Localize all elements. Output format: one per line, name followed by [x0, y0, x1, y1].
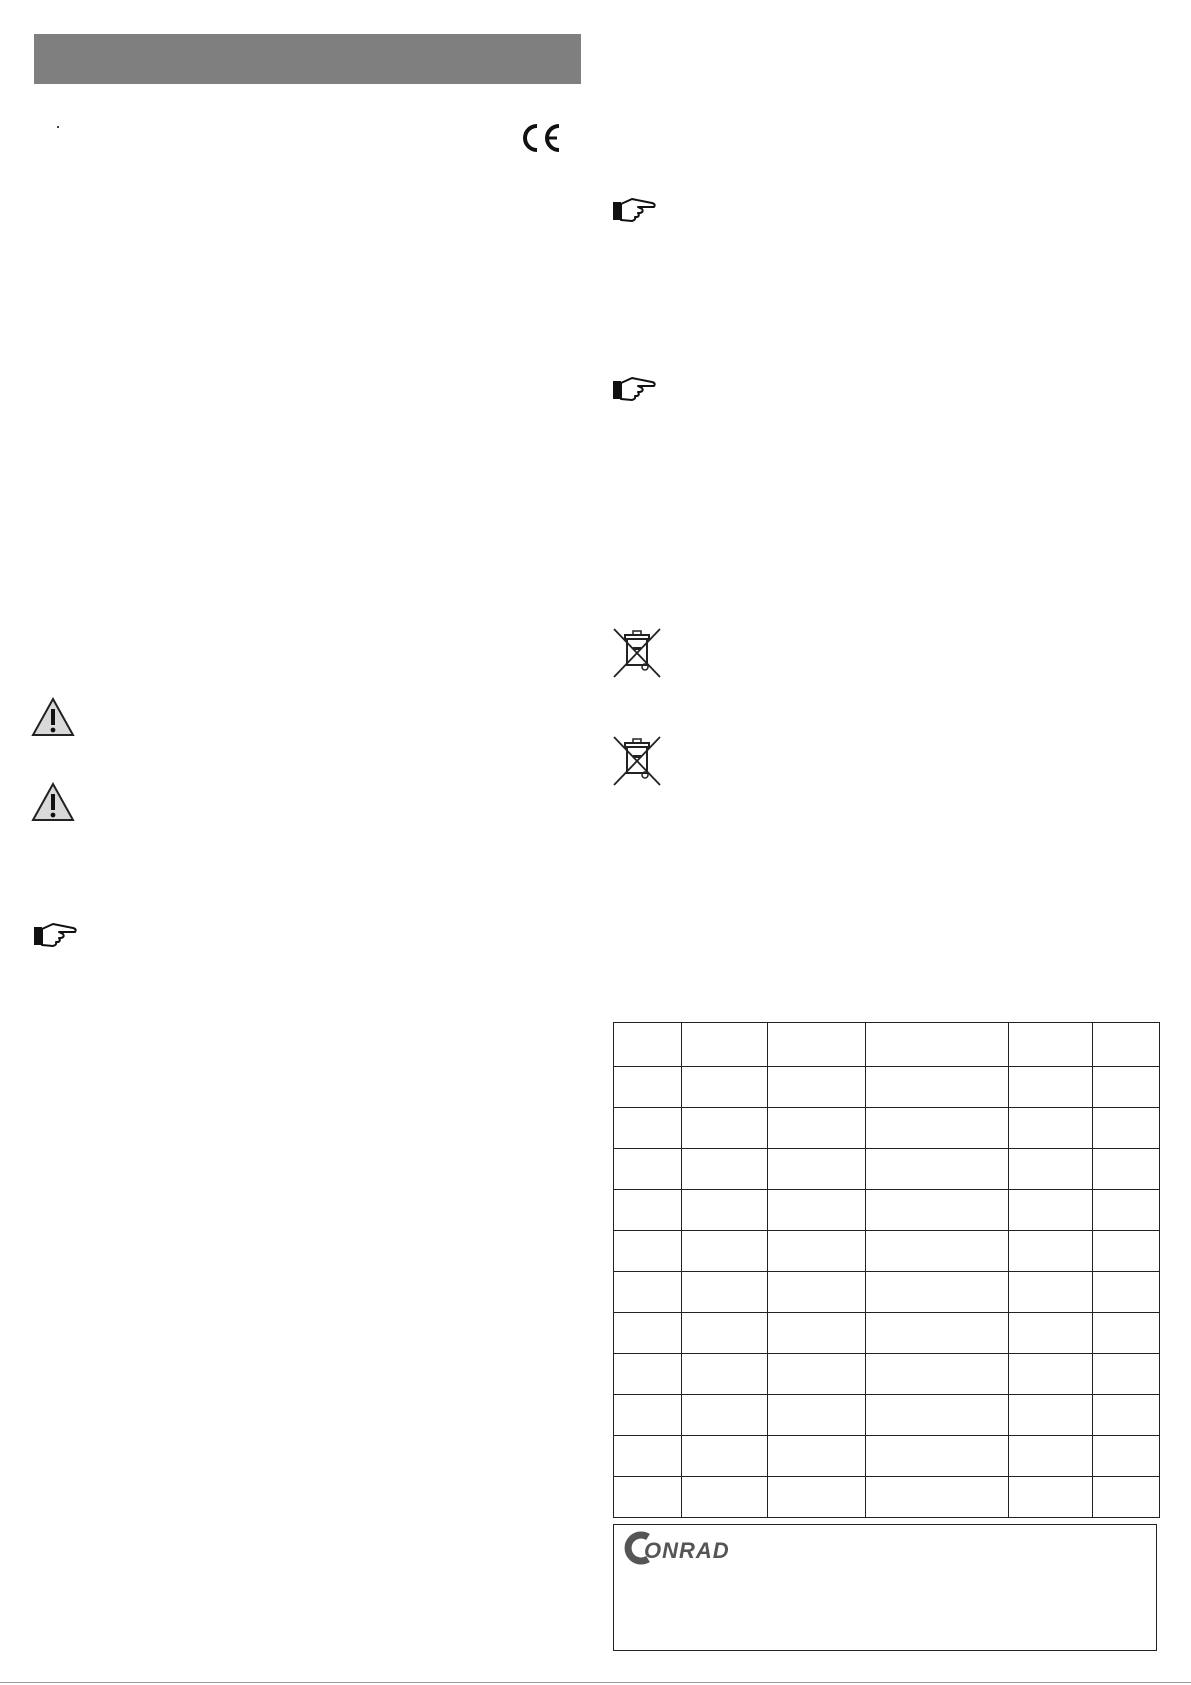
pointing-hand-icon: [612, 375, 658, 403]
table-row: [614, 1477, 1160, 1518]
imprint-box: [613, 1524, 1157, 1651]
table-row: [614, 1272, 1160, 1313]
ce-mark-icon: [517, 122, 563, 154]
table-row: [614, 1108, 1160, 1149]
crossed-out-wheelie-bin-icon: [612, 735, 662, 787]
table-header-row: [614, 1023, 1160, 1067]
table-row: [614, 1395, 1160, 1436]
table-row: [614, 1436, 1160, 1477]
conrad-logo: [622, 1531, 752, 1565]
page-bottom-rule: [0, 1682, 1191, 1683]
crossed-out-wheelie-bin-icon: [612, 627, 662, 679]
svg-text:ONRAD: ONRAD: [644, 1538, 730, 1563]
warning-triangle-icon: [31, 782, 75, 822]
pointing-hand-icon: [612, 196, 658, 224]
table-row: [614, 1231, 1160, 1272]
table-row: [614, 1067, 1160, 1108]
table-row: [614, 1190, 1160, 1231]
pointing-hand-icon: [33, 921, 79, 949]
header-bar: [34, 34, 581, 84]
warning-triangle-icon: [31, 697, 75, 737]
table-row: [614, 1354, 1160, 1395]
tiny-mark: [57, 126, 59, 128]
table-row: [614, 1149, 1160, 1190]
table-row: [614, 1313, 1160, 1354]
data-table: [613, 1022, 1159, 1516]
